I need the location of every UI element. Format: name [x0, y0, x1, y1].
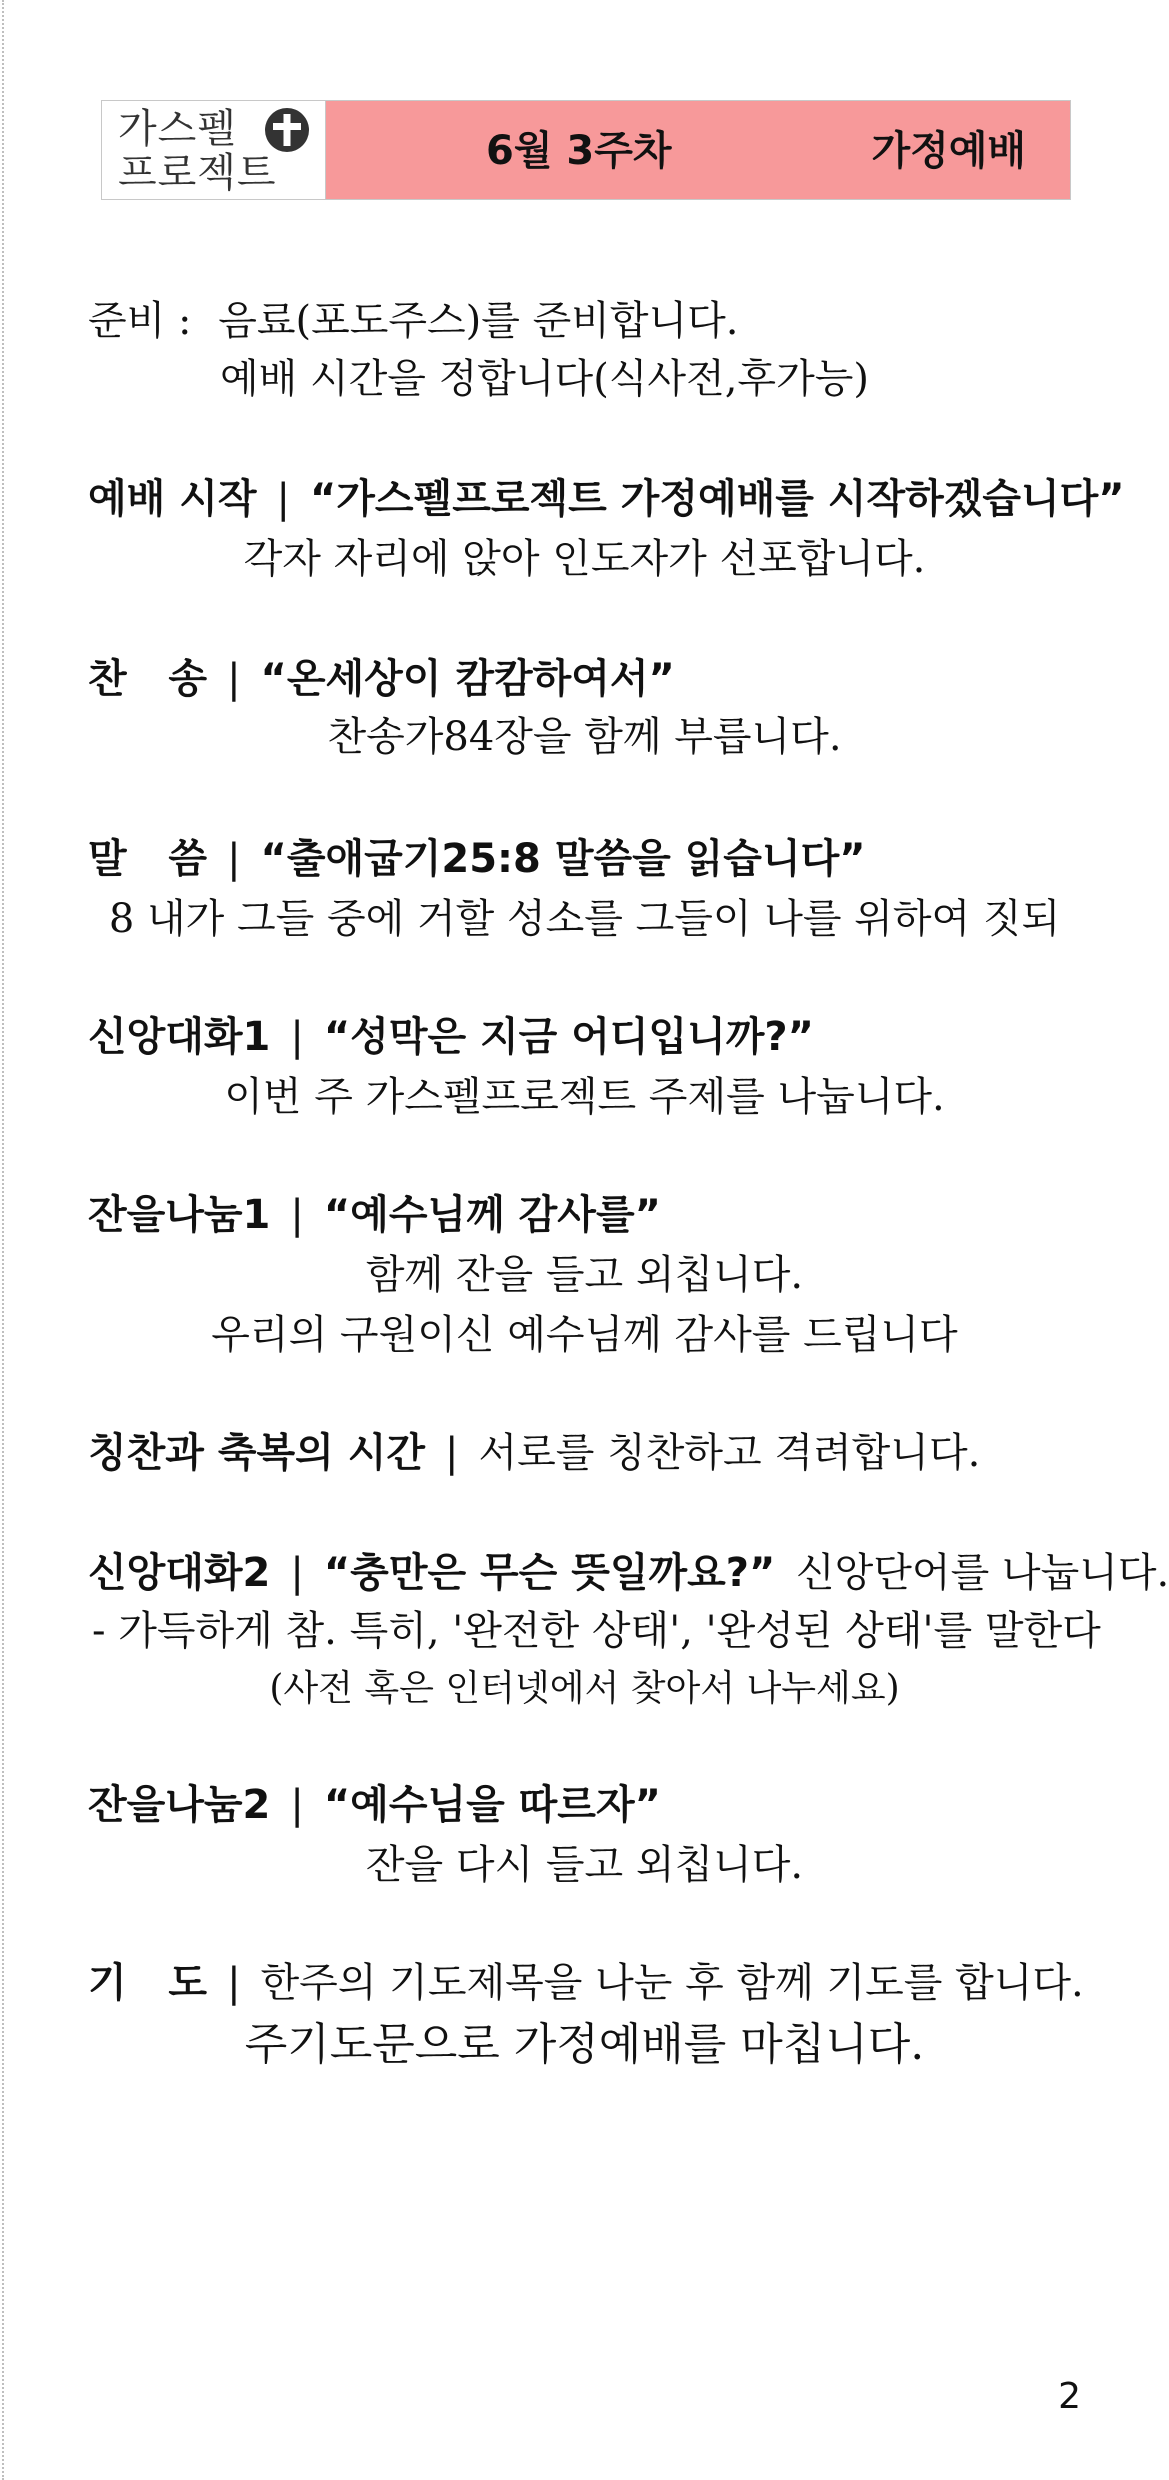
- prep-line1: [88, 296, 739, 346]
- separator: |: [227, 1960, 241, 2006]
- section-talk2-heading: [88, 1548, 1169, 1598]
- section-talk2-label: 신앙대화2: [88, 1550, 271, 1596]
- section-word-text: 8 내가 그들 중에 거할 성소를 그들이 나를 위하여 짓되: [108, 896, 1061, 942]
- logo-line2: 프로젝트: [118, 150, 277, 196]
- section-talk2-text2: (사전 혹은 인터넷에서 찾아서 나누세요): [269, 1668, 900, 1709]
- separator: |: [290, 1014, 304, 1060]
- section-praise-heading: [88, 1428, 980, 1478]
- section-talk1-heading: [88, 1012, 814, 1062]
- separator: |: [227, 836, 241, 882]
- prep-text2: 예배 시간을 정합니다(식사전,후가능): [220, 356, 869, 402]
- section-hymn-heading: [88, 654, 675, 704]
- section-praise-label: 칭찬과 축복의 시간: [88, 1430, 425, 1476]
- section-cup1-text2: 우리의 구원이신 예수님께 감사를 드립니다: [211, 1312, 958, 1358]
- section-cup1-heading: [88, 1190, 661, 1240]
- section-talk1-text: 이번 주 가스펠프로젝트 주제를 나눕니다.: [224, 1074, 945, 1120]
- section-cup2-text: 잔을 다시 들고 외칩니다.: [365, 1842, 804, 1888]
- banner-strip: [326, 101, 1070, 199]
- section-start-text: 각자 자리에 앉아 인도자가 선포합니다.: [243, 536, 926, 582]
- week-label: 6월 3주차: [486, 128, 672, 174]
- separator: |: [290, 1192, 304, 1238]
- page-number: 2: [1058, 2376, 1081, 2417]
- section-praise-text: 서로를 칭찬하고 격려합니다.: [478, 1430, 981, 1476]
- section-cup1-text1: 함께 잔을 들고 외칩니다.: [365, 1252, 804, 1298]
- section-talk2-quote: “충만은 무슨 뜻일까요?”: [323, 1550, 776, 1596]
- section-hymn-quote: “온세상이 캄캄하여서”: [260, 656, 675, 702]
- section-talk1-label: 신앙대화1: [88, 1014, 271, 1060]
- section-start-heading: [88, 474, 1125, 524]
- cross-icon: [262, 105, 312, 155]
- section-talk2-after-quote: 신앙단어를 나눕니다.: [796, 1550, 1169, 1596]
- section-talk2-text1: - 가득하게 참. 특히, '완전한 상태', '완성된 상태'를 말한다: [92, 1608, 1101, 1654]
- gospel-project-logo: [102, 101, 326, 199]
- section-word-quote: “출애굽기25:8 말씀을 읽습니다”: [260, 836, 866, 882]
- logo-line1: 가스펠: [118, 106, 237, 152]
- section-cup1-quote: “예수님께 감사를”: [323, 1192, 661, 1238]
- separator: |: [290, 1782, 304, 1828]
- separator: |: [227, 656, 241, 702]
- section-cup1-label: 잔을나눔1: [88, 1192, 271, 1238]
- section-cup2-heading: [88, 1780, 661, 1830]
- prep-text1: 음료(포도주스)를 준비합니다.: [218, 298, 739, 344]
- section-prayer-label: 기 도: [88, 1960, 208, 2006]
- section-cup2-label: 잔을나눔2: [88, 1782, 271, 1828]
- separator: |: [276, 476, 290, 522]
- section-prayer-text1: 한주의 기도제목을 나눈 후 함께 기도를 합니다.: [260, 1960, 1084, 2006]
- section-prayer-heading: [88, 1958, 1084, 2008]
- separator: |: [444, 1430, 459, 1476]
- section-word-heading: [88, 834, 866, 884]
- section-hymn-text: 찬송가84장을 함께 부릅니다.: [327, 714, 842, 760]
- prep-label: 준비 :: [88, 298, 192, 344]
- section-cup2-quote: “예수님을 따르자”: [323, 1782, 661, 1828]
- worship-title: 가정예배: [871, 128, 1026, 174]
- page-margin-line: [2, 0, 4, 2480]
- section-hymn-label: 찬 송: [88, 656, 208, 702]
- section-start-label: 예배 시작: [88, 476, 257, 522]
- section-prayer-text2: 주기도문으로 가정예배를 마칩니다.: [244, 2019, 925, 2070]
- section-talk1-quote: “성막은 지금 어디입니까?”: [323, 1014, 814, 1060]
- separator: |: [290, 1550, 304, 1596]
- section-word-label: 말 씀: [88, 836, 208, 882]
- section-start-quote: “가스펠프로젝트 가정예배를 시작하겠습니다”: [309, 476, 1125, 522]
- header-banner: [101, 100, 1071, 200]
